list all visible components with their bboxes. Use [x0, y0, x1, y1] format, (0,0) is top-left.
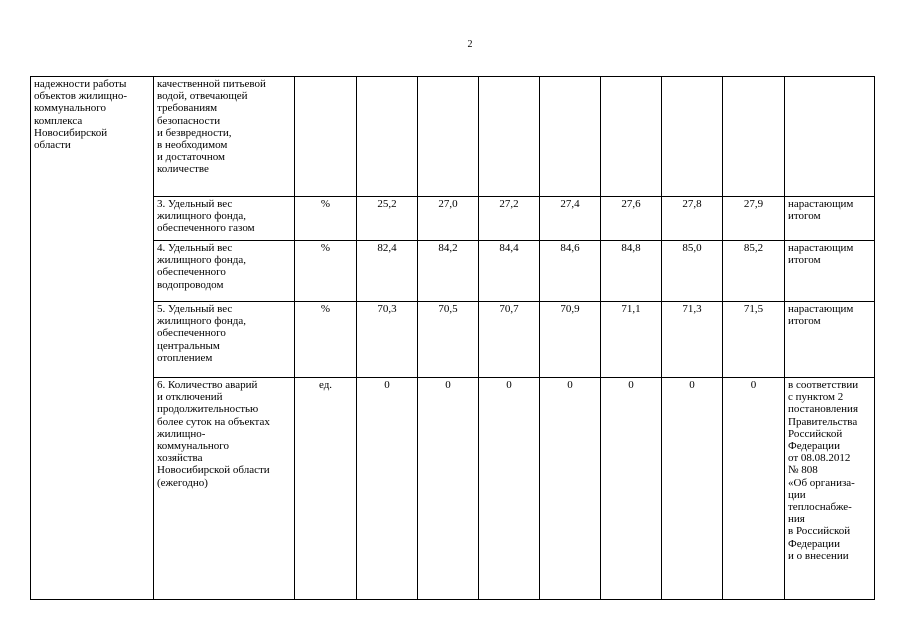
value-cell: 85,0	[662, 241, 723, 302]
value-cell: 27,2	[479, 197, 540, 241]
note-cell: в соответствии с пунктом 2 постановления Правительства Российской Федерации от 08.08.2012 № 808 «Об организа- ции теплоснабже- ния в Российской Федерации и о внесении	[785, 378, 875, 600]
note-cell: нарастающим итогом	[785, 302, 875, 378]
empty-cell	[479, 77, 540, 197]
value-cell: 70,7	[479, 302, 540, 378]
unit-cell: %	[295, 302, 357, 378]
empty-cell	[601, 77, 662, 197]
value-cell: 0	[479, 378, 540, 600]
empty-cell	[723, 77, 785, 197]
empty-cell	[418, 77, 479, 197]
table-row	[31, 378, 875, 600]
value-cell: 70,9	[540, 302, 601, 378]
value-cell: 84,6	[540, 241, 601, 302]
indicators-table	[30, 76, 875, 600]
empty-cell	[662, 77, 723, 197]
value-cell: 71,1	[601, 302, 662, 378]
value-cell: 27,0	[418, 197, 479, 241]
indicator-cell: 6. Количество аварий и отключений продолжительностью более суток на объектах жилищно- коммунального хозяйства Новосибирской области (ежегодно)	[154, 378, 295, 600]
indicator-cell: 3. Удельный вес жилищного фонда, обеспеченного газом	[154, 197, 295, 241]
empty-cell	[785, 77, 875, 197]
table-row	[31, 241, 875, 302]
table-row	[31, 77, 875, 197]
indicator-cell: качественной питьевой водой, отвечающей требованиям безопасности и безвредности, в необходимом и достаточном количестве	[154, 77, 295, 197]
goal-cell: надежности работы объектов жилищно- коммунального комплекса Новосибирской области	[31, 77, 154, 600]
value-cell: 70,3	[357, 302, 418, 378]
value-cell: 0	[662, 378, 723, 600]
indicator-cell: 5. Удельный вес жилищного фонда, обеспеченного центральным отоплением	[154, 302, 295, 378]
value-cell: 85,2	[723, 241, 785, 302]
value-cell: 0	[540, 378, 601, 600]
value-cell: 0	[418, 378, 479, 600]
table-row	[31, 302, 875, 378]
value-cell: 0	[601, 378, 662, 600]
value-cell: 25,2	[357, 197, 418, 241]
empty-cell	[357, 77, 418, 197]
value-cell: 27,8	[662, 197, 723, 241]
value-cell: 0	[357, 378, 418, 600]
value-cell: 84,2	[418, 241, 479, 302]
note-cell: нарастающим итогом	[785, 197, 875, 241]
value-cell: 27,9	[723, 197, 785, 241]
value-cell: 0	[723, 378, 785, 600]
page-number: 2	[467, 39, 473, 50]
value-cell: 71,5	[723, 302, 785, 378]
value-cell: 82,4	[357, 241, 418, 302]
value-cell: 84,4	[479, 241, 540, 302]
empty-cell	[295, 77, 357, 197]
value-cell: 84,8	[601, 241, 662, 302]
value-cell: 70,5	[418, 302, 479, 378]
unit-cell: ед.	[295, 378, 357, 600]
value-cell: 71,3	[662, 302, 723, 378]
table-row	[31, 197, 875, 241]
value-cell: 27,4	[540, 197, 601, 241]
indicator-cell: 4. Удельный вес жилищного фонда, обеспеченного водопроводом	[154, 241, 295, 302]
value-cell: 27,6	[601, 197, 662, 241]
note-cell: нарастающим итогом	[785, 241, 875, 302]
unit-cell: %	[295, 241, 357, 302]
empty-cell	[540, 77, 601, 197]
unit-cell: %	[295, 197, 357, 241]
